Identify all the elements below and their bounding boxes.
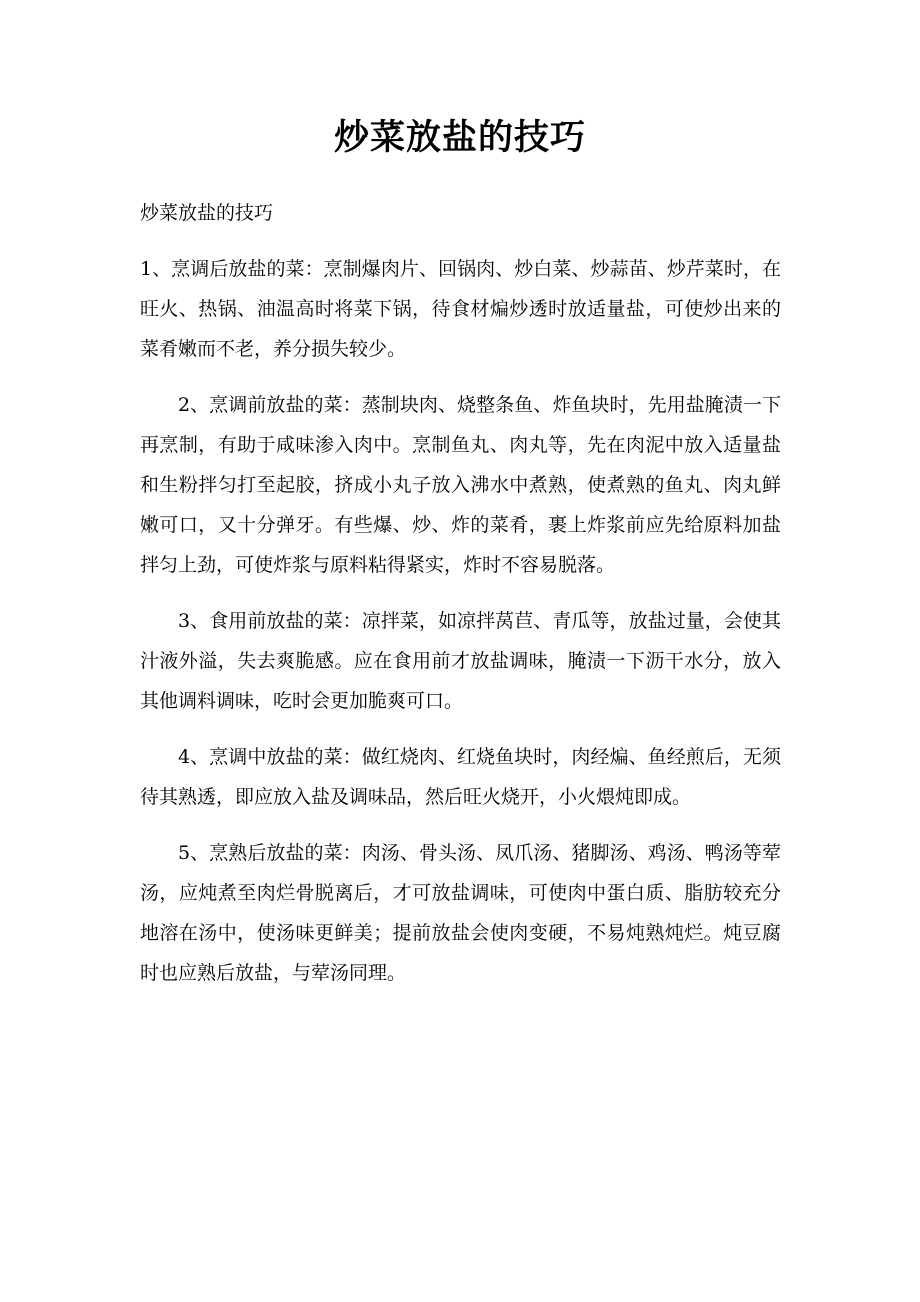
paragraph-4: 4、烹调中放盐的菜：做红烧肉、红烧鱼块时，肉经煸、鱼经煎后，无须待其熟透，即应放入盐及调味品，然后旺火烧开，小火煨炖即成。 [140,746,781,808]
document-title: 炒菜放盐的技巧 [333,117,586,158]
paragraph-5: 5、烹熟后放盐的菜：肉汤、骨头汤、凤爪汤、猪脚汤、鸡汤、鸭汤等荤汤，应炖煮至肉烂骨脱离后，才可放盐调味，可使肉中蛋白质、脂肪较充分地溶在汤中，使汤味更鲜美；提前放盐会使肉变硬，不易炖熟炖烂。炖豆腐时也应熟后放盐，与荤汤同理。 [140,842,781,984]
paragraph-2: 2、烹调前放盐的菜：蒸制块肉、烧整条鱼、炸鱼块时，先用盐腌渍一下再烹制，有助于咸味渗入肉中。烹制鱼丸、肉丸等，先在肉泥中放入适量盐和生粉拌匀打至起胶，挤成小丸子放入沸水中煮熟，使煮熟的鱼丸、肉丸鲜嫩可口，又十分弹牙。有些爆、炒、炸的菜肴，裹上炸浆前应先给原料加盐拌匀上劲，可使炸浆与原料粘得紧实，炸时不容易脱落。 [140,394,781,576]
paragraph-1: 1、烹调后放盐的菜：烹制爆肉片、回锅肉、炒白菜、炒蒜苗、炒芹菜时，在旺火、热锅、油温高时将菜下锅，待食材煸炒透时放适量盐，可使炒出来的菜肴嫩而不老，养分损失较少。 [140,258,781,360]
document-body [140,193,781,1009]
paragraph-3: 3、食用前放盐的菜：凉拌菜，如凉拌莴苣、青瓜等，放盐过量，会使其汁液外溢，失去爽脆感。应在食用前才放盐调味，腌渍一下沥干水分，放入其他调料调味，吃时会更加脆爽可口。 [140,610,781,712]
document-subtitle: 炒菜放盐的技巧 [140,202,274,224]
